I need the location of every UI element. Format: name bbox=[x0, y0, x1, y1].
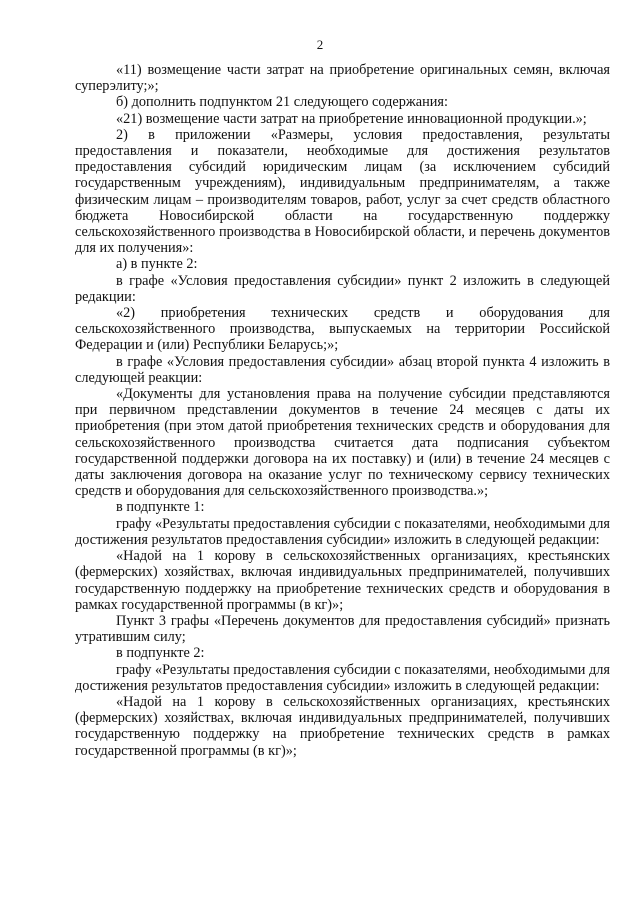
paragraph-8: в графе «Условия предоставления субсидии» абзац второй пункта 4 изложить в следующей реакции: bbox=[75, 353, 610, 386]
paragraph-11: графу «Результаты предоставления субсидии с показателями, необходимыми для достижения результатов предоставления субсидии» изложить в следующей редакции: bbox=[75, 515, 610, 548]
paragraph-12: «Надой на 1 корову в сельскохозяйственных организациях, крестьянских (фермерских) хозяйствах, включая индивидуальных предпринимателей, получивших государственную поддержку на приобретение технических средств и оборудования в рамках государственной программы (в кг)»; bbox=[75, 548, 610, 613]
paragraph-4: 2) в приложении «Размеры, условия предоставления, результаты предоставления и показатели, необходимые для достижения результатов предоставления субсидий юридическим лицам (за исключением субсидий государственным учреждениям), индивидуальным предпринимателям, а также физическим лицам – производителям товаров, работ, услуг за счет средств областного бюджета Новосибирской области на государственную поддержку сельскохозяйственного производства в Новосибирской области, и перечень документов для их получения»: bbox=[75, 126, 610, 257]
paragraph-15: графу «Результаты предоставления субсидии с показателями, необходимыми для достижения результатов предоставления субсидии» изложить в следующей редакции: bbox=[75, 661, 610, 694]
paragraph-13: Пункт 3 графы «Перечень документов для предоставления субсидий» признать утратившим силу; bbox=[75, 612, 610, 646]
paragraph-1: «11) возмещение части затрат на приобретение оригинальных семян, включая суперэлиту;»; bbox=[75, 62, 610, 95]
paragraph-14: в подпункте 2: bbox=[116, 645, 205, 662]
paragraph-16: «Надой на 1 корову в сельскохозяйственных организациях, крестьянских (фермерских) хозяйствах, включая индивидуальных предпринимателей, получивших государственную поддержку на приобретение технических средств в рамках государственной программы (в кг)»; bbox=[75, 693, 610, 759]
paragraph-7: «2) приобретения технических средств и оборудования для сельскохозяйственного производства, выпускаемых на территории Российской Федерации и (или) Республики Беларусь;»; bbox=[75, 305, 610, 354]
paragraph-5: а) в пункте 2: bbox=[116, 256, 198, 273]
paragraph-2: б) дополнить подпунктом 21 следующего содержания: bbox=[116, 94, 448, 111]
document-body bbox=[75, 62, 610, 759]
paragraph-10: в подпункте 1: bbox=[116, 499, 205, 516]
paragraph-9: «Документы для установления права на получение субсидии представляются при первичном представлении документов в течение 24 месяцев с даты их приобретения (при этом датой приобретения технических средств и оборудования для сельскохозяйственного производства считается дата подписания субъектом государственной поддержки договора на их поставку) и (или) в течение 24 месяцев с даты заключения договора на оказание услуг по техническому сервису технических средств и оборудования для сельскохозяйственного производства.»; bbox=[75, 386, 610, 500]
page-number: 2 bbox=[316, 37, 324, 52]
paragraph-3: «21) возмещение части затрат на приобретение инновационной продукции.»; bbox=[116, 110, 587, 127]
paragraph-6: в графе «Условия предоставления субсидии» пункт 2 изложить в следующей редакции: bbox=[75, 272, 610, 305]
